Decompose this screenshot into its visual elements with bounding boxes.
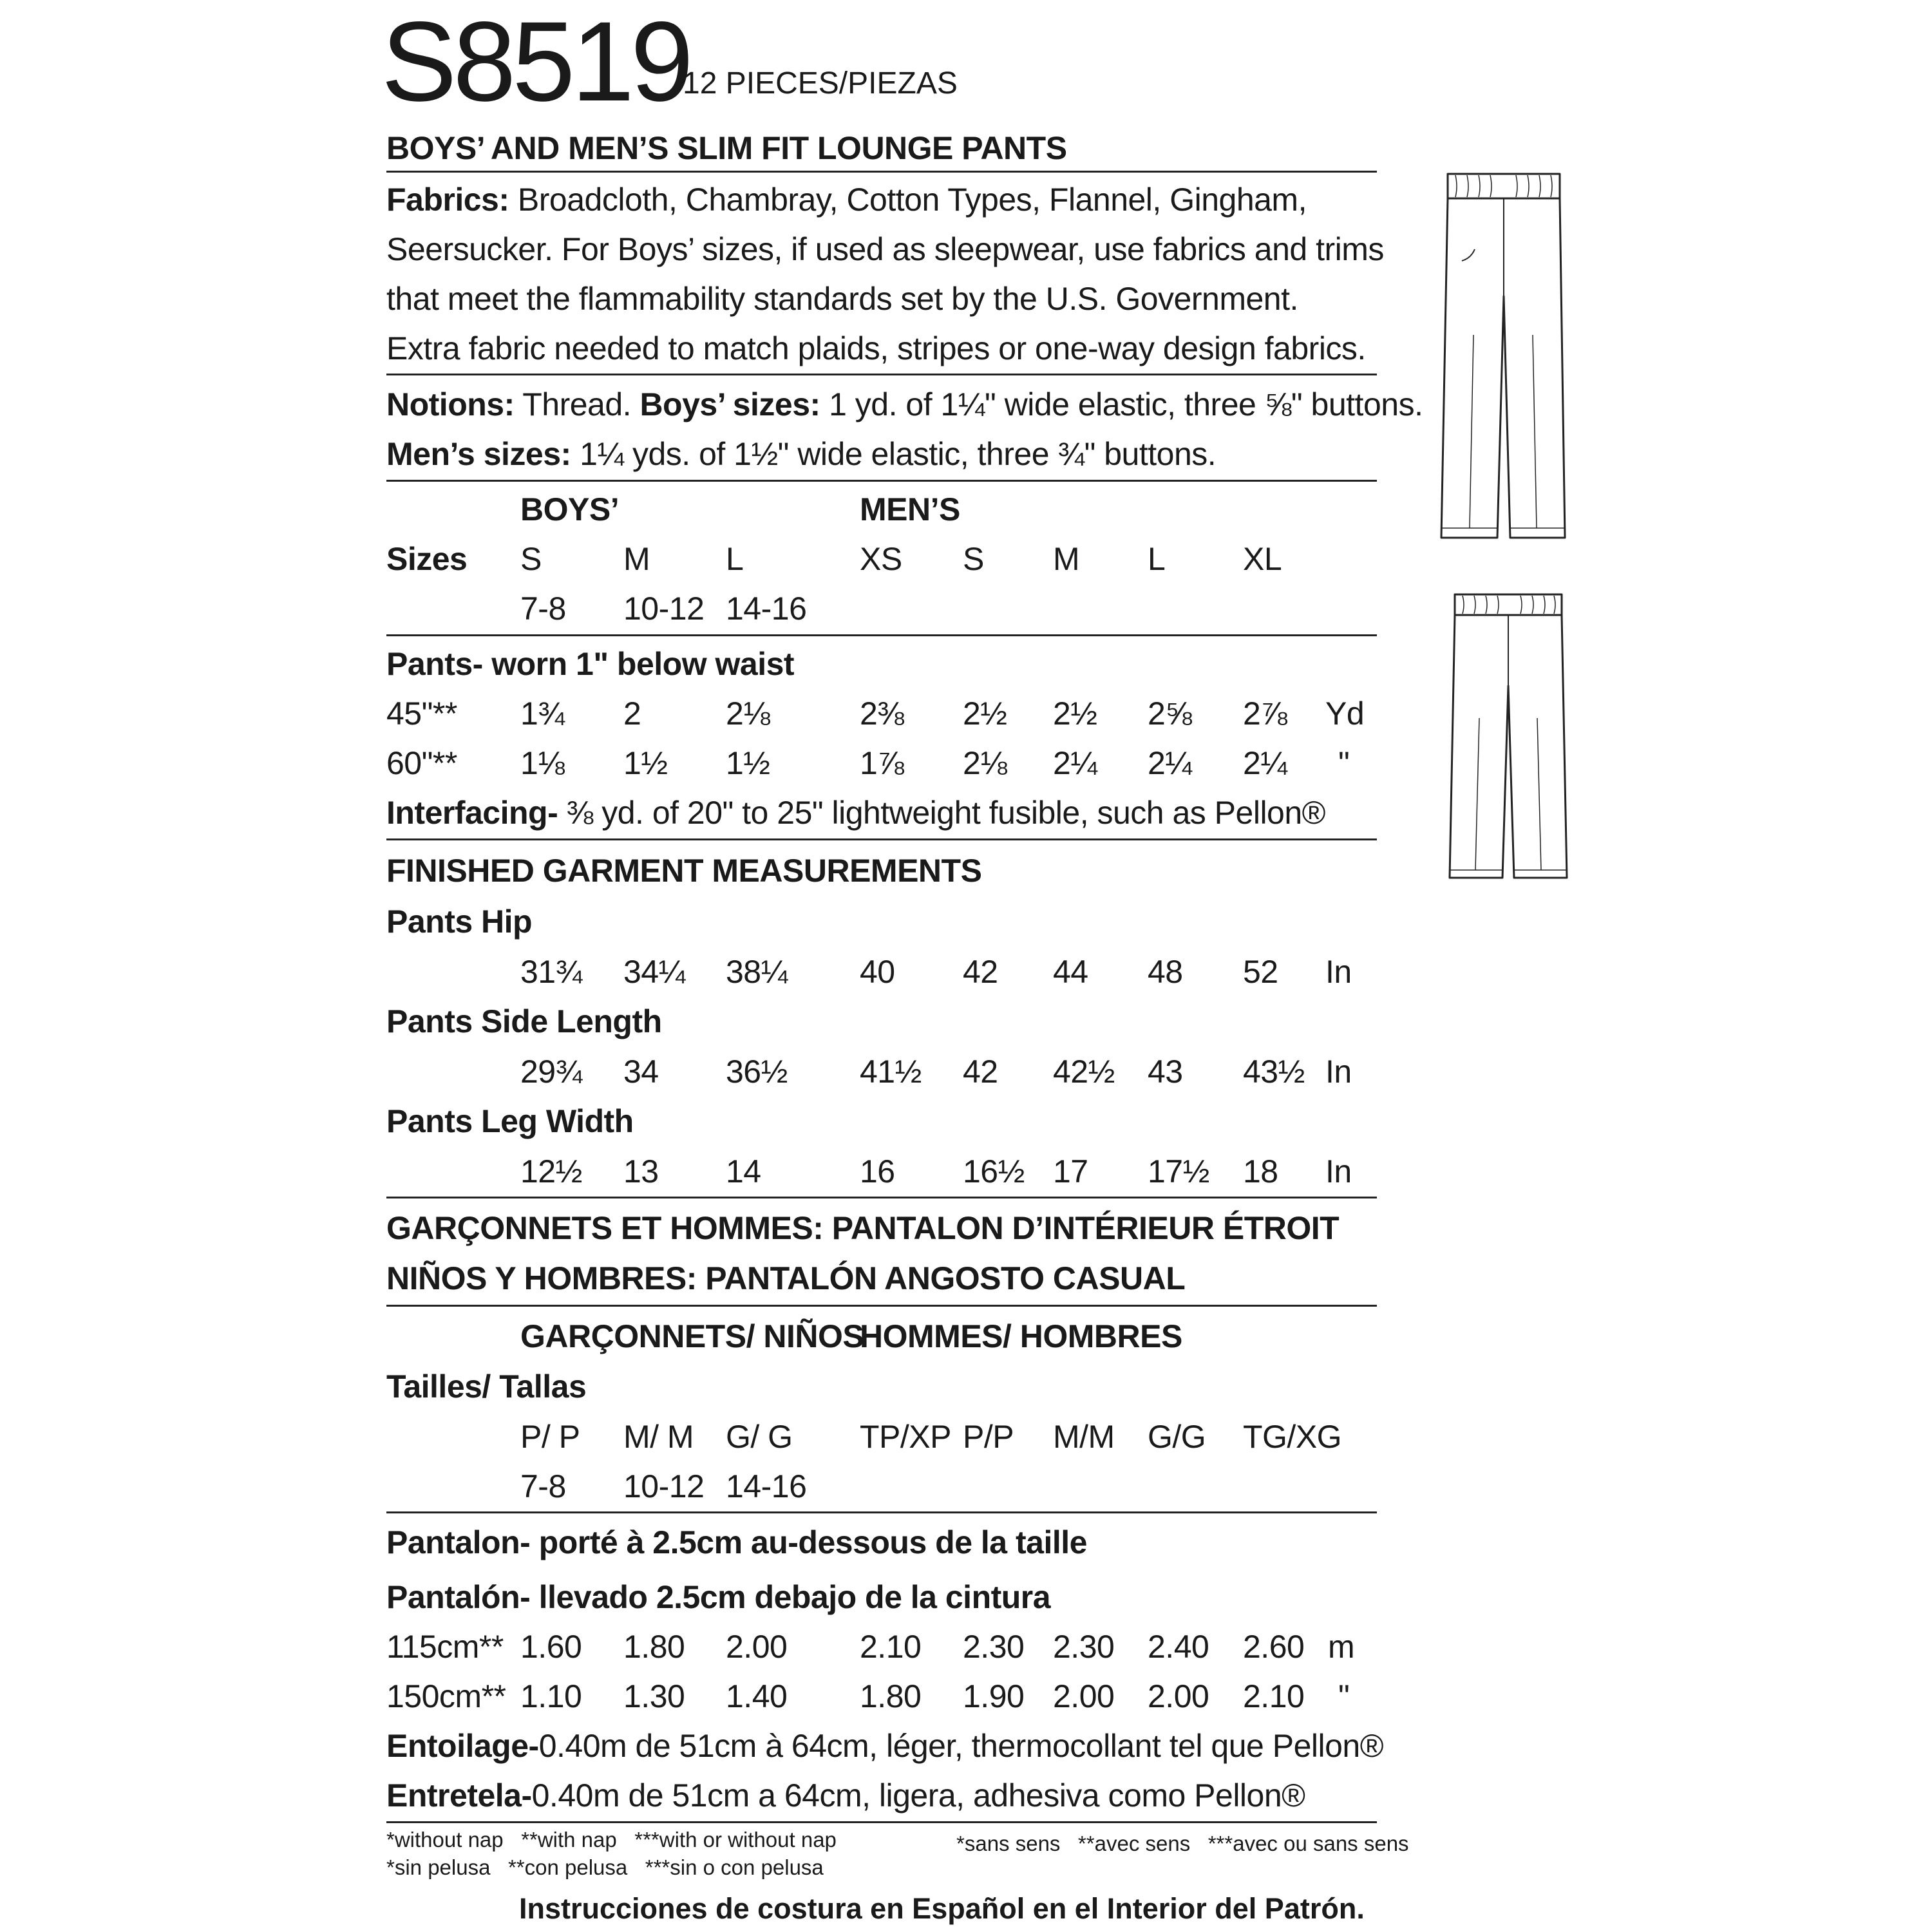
unit: In	[1325, 1054, 1352, 1090]
pants-heading-es: Pantalón- llevado 2.5cm debajo de la cintura	[386, 1579, 1051, 1615]
pattern-number: S8519	[381, 0, 690, 125]
cell: 2¼	[1243, 745, 1287, 781]
divider	[386, 838, 1377, 840]
notions-line-1	[386, 388, 1423, 421]
size-letter: M	[623, 541, 650, 577]
size-letter: XL	[1243, 541, 1282, 577]
notions-line-2	[386, 438, 1216, 470]
cell: 48	[1148, 954, 1183, 990]
interfacing-text: ⅜ yd. of 20" to 25" lightweight fusible, such as Pellon®	[558, 795, 1326, 831]
size-age: 14-16	[726, 591, 807, 627]
cell: 2.30	[963, 1629, 1025, 1665]
fabrics-line-4: Extra fabric needed to match plaids, stripes or one-way design fabrics.	[386, 330, 1366, 366]
cell: 29¾	[520, 1054, 582, 1090]
measure-label: Pants Leg Width	[386, 1103, 634, 1139]
cell: 36½	[726, 1054, 788, 1090]
fabrics-line-2: Seersucker. For Boys’ sizes, if used as sleepwear, use fabrics and trims	[386, 231, 1384, 267]
size-letter: M	[1053, 541, 1080, 577]
cell: 2⅛	[963, 745, 1007, 781]
notions-label: Notions:	[386, 386, 515, 422]
cell: 41½	[860, 1054, 922, 1090]
size-age: 14-16	[726, 1468, 807, 1504]
cell: 2.00	[1148, 1678, 1209, 1714]
notions-text: Thread.	[514, 386, 640, 422]
pants-heading-fr: Pantalon- porté à 2.5cm au-dessous de la taille	[386, 1524, 1087, 1560]
cell: 14	[726, 1153, 761, 1189]
cell: 1.60	[520, 1629, 582, 1665]
pants-back-drawing	[1446, 589, 1575, 886]
fabrics-text-1: Broadcloth, Chambray, Cotton Types, Flannel, Gingham,	[509, 182, 1307, 218]
cell: 38¼	[726, 954, 788, 990]
sizes-label-translated: Tailles/ Tallas	[386, 1368, 587, 1405]
cell: 34	[623, 1054, 659, 1090]
fabrics-line-1	[386, 184, 1307, 216]
cell: 43	[1148, 1054, 1183, 1090]
cell: 1⅞	[860, 745, 904, 781]
entoilage-line	[386, 1730, 1383, 1762]
cell: 1½	[726, 745, 770, 781]
crease-left	[1475, 718, 1479, 870]
size-letter: TP/XP	[860, 1419, 951, 1455]
cell: 43½	[1243, 1054, 1305, 1090]
cell: 44	[1053, 954, 1088, 990]
cell: 2.40	[1148, 1629, 1209, 1665]
size-letter: P/P	[963, 1419, 1014, 1455]
unit: m	[1328, 1629, 1355, 1665]
pattern-title: BOYS’ AND MEN’S SLIM FIT LOUNGE PANTS	[386, 130, 1067, 166]
row-label: 45"**	[386, 696, 457, 732]
cell: 16½	[963, 1153, 1025, 1189]
cell: 2⅝	[1148, 696, 1192, 732]
size-letter: S	[520, 541, 542, 577]
entoilage-label: Entoilage-	[386, 1728, 539, 1764]
cell: 16	[860, 1153, 895, 1189]
notions-boys-text: 1 yd. of 1¼" wide elastic, three ⅝" buttons.	[820, 386, 1423, 422]
waistband	[1448, 174, 1560, 198]
gathers	[1455, 175, 1552, 197]
cell: 1½	[623, 745, 668, 781]
cell: 34¼	[623, 954, 685, 990]
cell: 1¾	[520, 696, 565, 732]
cell: 2½	[963, 696, 1007, 732]
size-letter: M/ M	[623, 1419, 694, 1455]
size-letter: S	[963, 541, 984, 577]
cell: 2¼	[1053, 745, 1097, 781]
size-age: 7-8	[520, 591, 566, 627]
size-age: 7-8	[520, 1468, 566, 1504]
entretela-text: 0.40m de 51cm a 64cm, ligera, adhesiva como Pellon®	[531, 1777, 1305, 1814]
cell: 17½	[1148, 1153, 1209, 1189]
notions-boys-label: Boys’ sizes:	[639, 386, 820, 422]
waistband	[1455, 594, 1562, 615]
footnote-en: *without nap **with nap ***with or without nap	[386, 1828, 837, 1852]
cell: 2.10	[1243, 1678, 1305, 1714]
cell: 17	[1053, 1153, 1088, 1189]
cell: 1.80	[860, 1678, 922, 1714]
size-letter: M/M	[1053, 1419, 1115, 1455]
cell: 2⅜	[860, 696, 904, 732]
cell: 1.80	[623, 1629, 685, 1665]
divider	[386, 1305, 1377, 1307]
unit: In	[1325, 1153, 1352, 1189]
mens-heading: MEN’S	[860, 491, 960, 527]
cell: 2	[623, 696, 641, 732]
interfacing-line	[386, 797, 1325, 829]
fabrics-line-3: that meet the flammability standards set by the U.S. Government.	[386, 281, 1298, 317]
footnote-fr: *sans sens **avec sens ***avec ou sans sens	[956, 1832, 1409, 1855]
cell: 40	[860, 954, 895, 990]
size-letter: G/ G	[726, 1419, 793, 1455]
unit: "	[1338, 1678, 1350, 1714]
cell: 2.30	[1053, 1629, 1115, 1665]
cell: 2⅞	[1243, 696, 1287, 732]
pieces-count: 12 PIECES/PIEZAS	[683, 66, 958, 100]
size-letter: L	[1148, 541, 1166, 577]
finished-heading: FINISHED GARMENT MEASUREMENTS	[386, 853, 982, 889]
cell: 2⅛	[726, 696, 770, 732]
cell: 2½	[1053, 696, 1097, 732]
notions-mens-text: 1¼ yds. of 1½" wide elastic, three ¾" buttons.	[571, 436, 1217, 472]
row-label: 150cm**	[386, 1678, 506, 1714]
entretela-line	[386, 1779, 1305, 1812]
cell: 42	[963, 1054, 998, 1090]
divider	[386, 1511, 1377, 1513]
crease-right	[1533, 335, 1537, 528]
cell: 2.00	[726, 1629, 788, 1665]
spanish-instructions-note: Instrucciones de costura en Español en el Interior del Patrón.	[519, 1892, 1365, 1925]
size-letter: G/G	[1148, 1419, 1206, 1455]
cell: 42	[963, 954, 998, 990]
cell: 12½	[520, 1153, 582, 1189]
crease-right	[1537, 718, 1541, 870]
divider	[386, 171, 1377, 173]
pocket-mark	[1462, 249, 1475, 261]
cell: 13	[623, 1153, 659, 1189]
measure-label: Pants Side Length	[386, 1003, 662, 1039]
unit: "	[1338, 745, 1350, 781]
fabrics-label: Fabrics:	[386, 182, 509, 218]
measure-label: Pants Hip	[386, 904, 533, 940]
cell: 1⅛	[520, 745, 565, 781]
cell: 2.60	[1243, 1629, 1305, 1665]
mens-heading-translated: HOMMES/ HOMBRES	[860, 1318, 1182, 1354]
boys-heading-translated: GARÇONNETS/ NIÑOS	[520, 1318, 864, 1354]
divider	[386, 634, 1377, 636]
cell: 2¼	[1148, 745, 1192, 781]
unit: Yd	[1325, 696, 1365, 732]
size-letter: P/ P	[520, 1419, 580, 1455]
pants-heading: Pants- worn 1" below waist	[386, 646, 795, 682]
divider	[386, 1821, 1377, 1823]
cell: 52	[1243, 954, 1278, 990]
cell: 2.00	[1053, 1678, 1115, 1714]
crease-left	[1470, 335, 1473, 528]
unit: In	[1325, 954, 1352, 990]
title-fr: GARÇONNETS ET HOMMES: PANTALON D’INTÉRIEUR ÉTROIT	[386, 1210, 1340, 1246]
boys-heading: BOYS’	[520, 491, 620, 527]
cell: 2.10	[860, 1629, 922, 1665]
size-letter: TG/XG	[1243, 1419, 1342, 1455]
cell: 31¾	[520, 954, 582, 990]
cell: 1.10	[520, 1678, 582, 1714]
row-label: 115cm**	[386, 1629, 504, 1665]
footnote-es: *sin pelusa **con pelusa ***sin o con pelusa	[386, 1855, 824, 1879]
cell: 1.40	[726, 1678, 788, 1714]
entoilage-text: 0.40m de 51cm à 64cm, léger, thermocollant tel que Pellon®	[538, 1728, 1384, 1764]
gathers	[1463, 596, 1555, 614]
size-age: 10-12	[623, 1468, 705, 1504]
cell: 1.90	[963, 1678, 1025, 1714]
sizes-label: Sizes	[386, 541, 468, 577]
entretela-label: Entretela-	[386, 1777, 532, 1814]
row-label: 60"**	[386, 745, 457, 781]
size-letter: L	[726, 541, 744, 577]
size-age: 10-12	[623, 591, 705, 627]
notions-mens-label: Men’s sizes:	[386, 436, 571, 472]
size-letter: XS	[860, 541, 902, 577]
cell: 42½	[1053, 1054, 1115, 1090]
divider	[386, 374, 1377, 375]
cell: 18	[1243, 1153, 1278, 1189]
title-es: NIÑOS Y HOMBRES: PANTALÓN ANGOSTO CASUAL	[386, 1260, 1186, 1296]
divider	[386, 1197, 1377, 1198]
cell: 1.30	[623, 1678, 685, 1714]
divider	[386, 480, 1377, 482]
interfacing-label: Interfacing-	[386, 795, 558, 831]
pants-front-drawing	[1436, 167, 1578, 547]
